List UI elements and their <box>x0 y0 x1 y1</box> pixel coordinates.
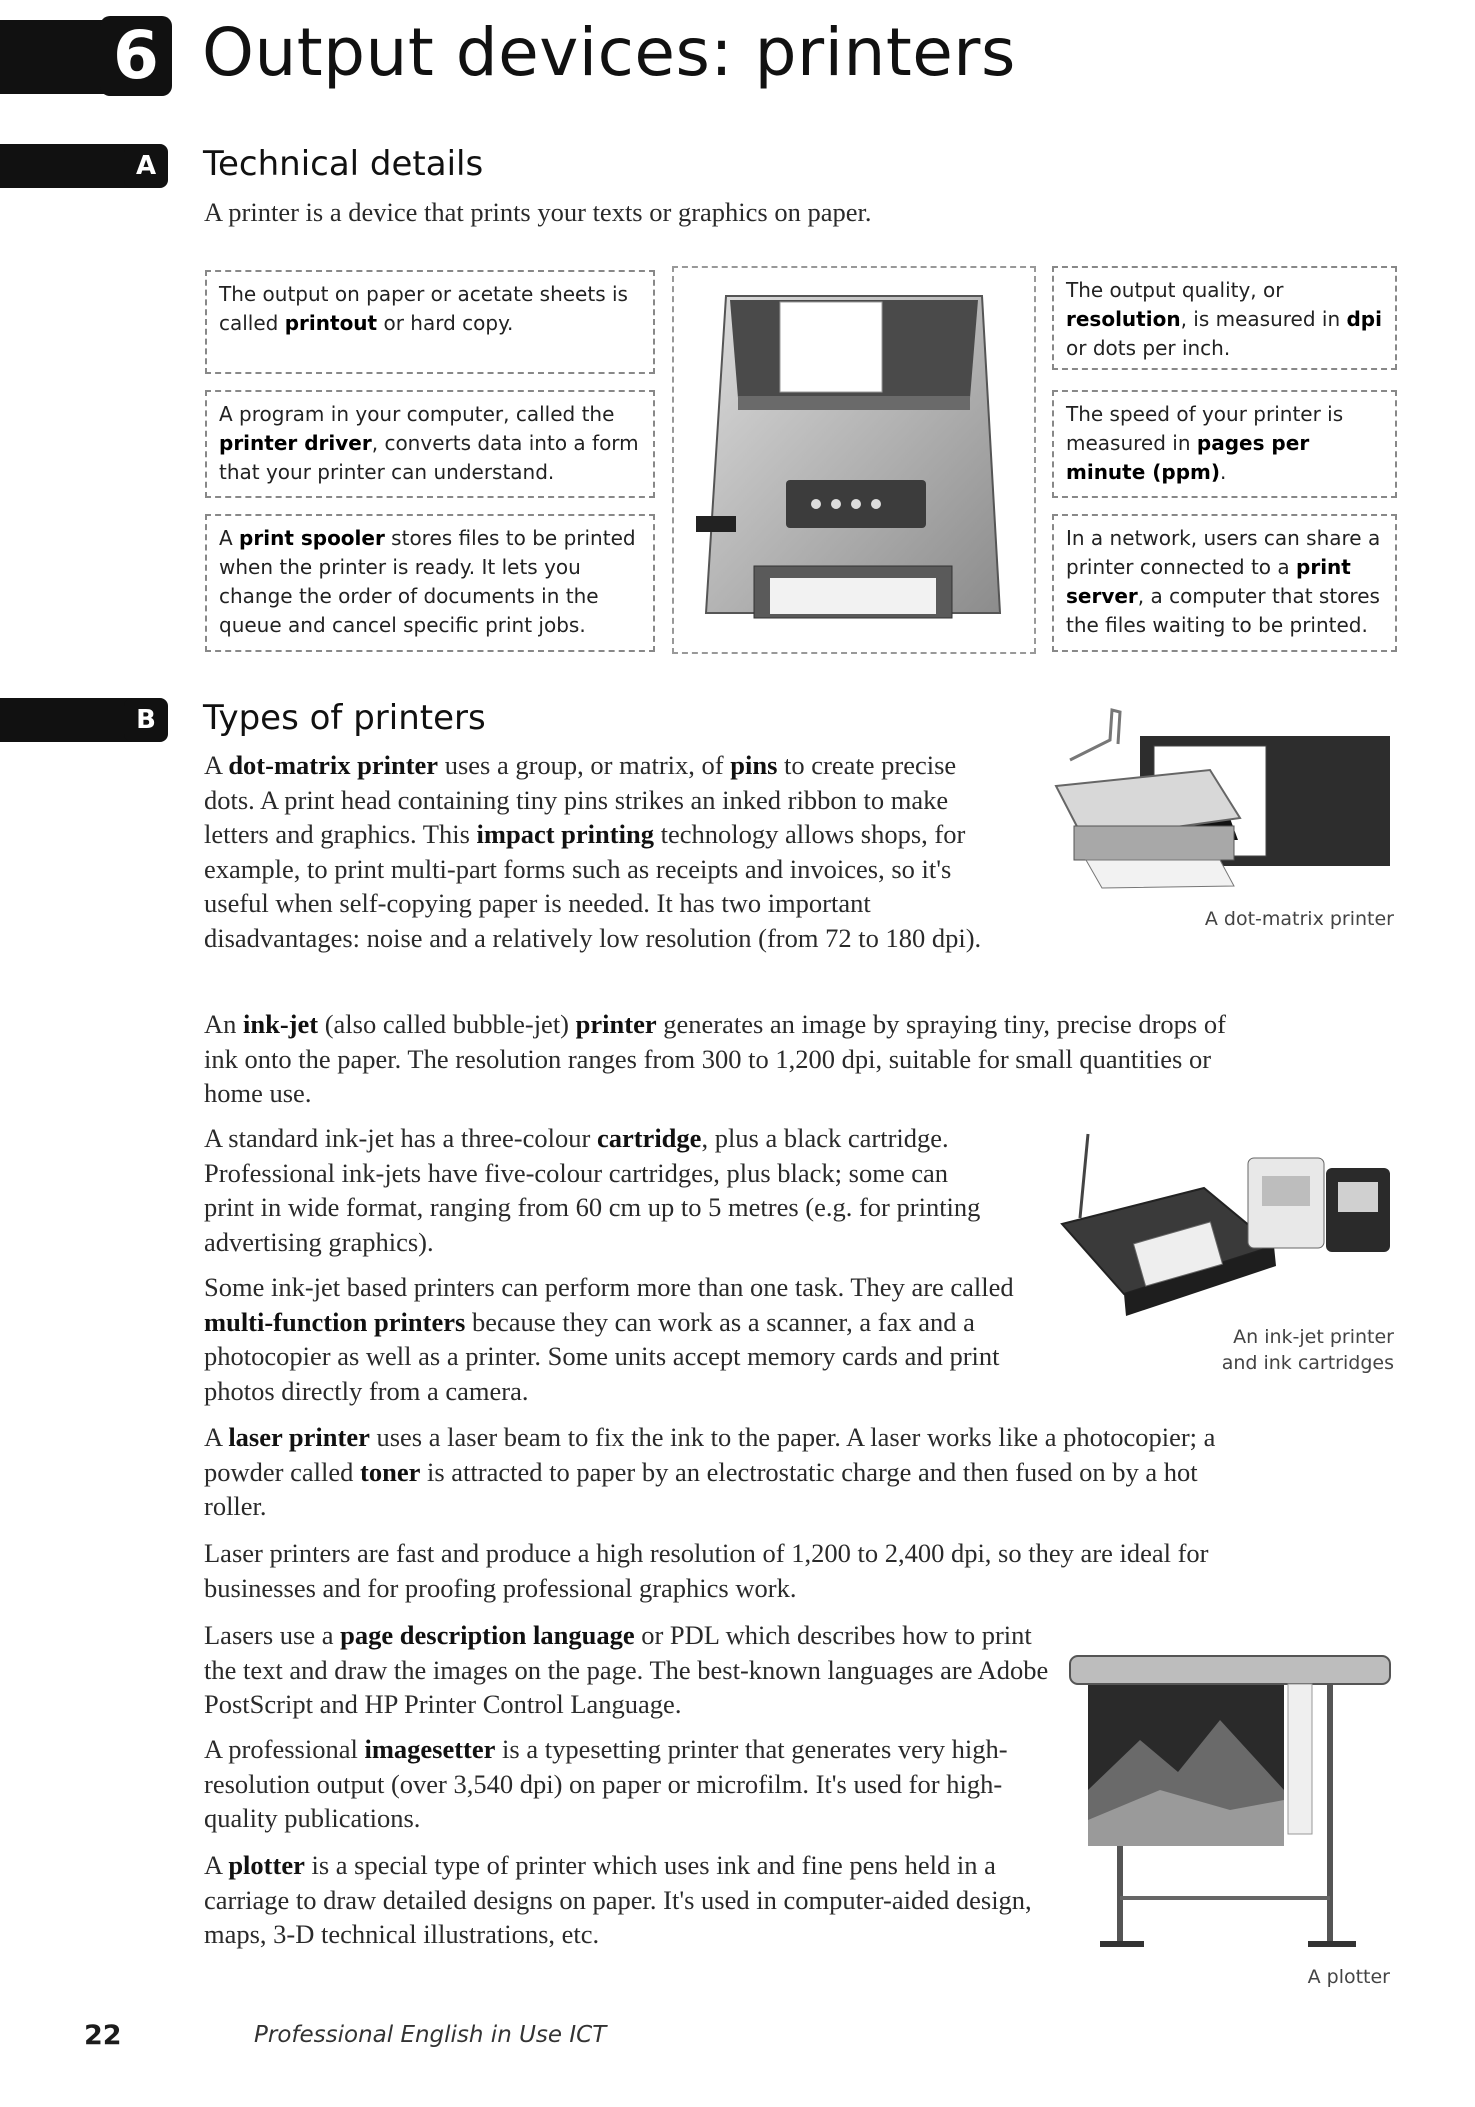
paragraph-laser-resolution: Laser printers are fast and produce a high resolution of 1,200 to 2,400 dpi, so they are ideal for businesses and for proofing professional graphics work. <box>204 1538 1209 1603</box>
caption-ink-jet <box>1100 1324 1394 1376</box>
paragraph-pdl: Lasers use a page description language or PDL which describes how to print the text and draw the images on the page. The best-known languages are Adobe PostScript and HP Printer Control Language. <box>204 1620 1049 1719</box>
caption-plotter: A plotter <box>1307 1966 1390 1988</box>
laser-printer-photo <box>672 266 1036 654</box>
paragraph-multi-function: Some ink-jet based printers can perform more than one task. They are called multi-function printers because they can work as a scanner, a fax and a photocopier as well as a printer. Some units accept memory cards and print photos directly from a camera. <box>204 1272 1014 1406</box>
paragraph-imagesetter: A professional imagesetter is a typesetting printer that generates very high-resolution output (over 3,540 dpi) on paper or microfilm. It's used for high-quality publications. <box>204 1734 1008 1833</box>
info-box-resolution: The output quality, or resolution, is measured in dpi or dots per inch. <box>1052 266 1397 370</box>
section-a-title: Technical details <box>203 144 484 184</box>
ink-jet-printer-illustration <box>1052 1128 1397 1328</box>
paragraph-dot-matrix: A dot-matrix printer uses a group, or matrix, of pins to create precise dots. A print head containing tiny pins strikes an inked ribbon to make letters and graphics. This impact printing technology allows shops, for example, to print multi-part forms such as receipts and invoices, so it's useful when self-copying paper is needed. It has two important disadvantages: noise and a relatively low resolution (from 72 to 180 dpi). <box>204 750 982 953</box>
info-box-ppm: The speed of your printer is measured in pages per minute (ppm). <box>1052 390 1397 498</box>
section-a-badge: A <box>124 144 168 188</box>
plotter-illustration <box>1060 1640 1395 1960</box>
paragraph-ink-jet: An ink-jet (also called bubble-jet) printer generates an image by spraying tiny, precise drops of ink onto the paper. The resolution ranges from 300 to 1,200 dpi, suitable for small quantities or home use. <box>204 1009 1226 1108</box>
dot-matrix-printer-image <box>1050 700 1395 900</box>
caption-ink-jet-line1: An ink-jet printer <box>1233 1326 1394 1348</box>
info-box-print-spooler: A print spooler stores files to be printed when the printer is ready. It lets you change the order of documents in the queue and cancel specific print jobs. <box>205 514 655 652</box>
paragraph-plotter: A plotter is a special type of printer which uses ink and fine pens held in a carriage to draw detailed designs on paper. It's used in computer-aided design, maps, 3-D technical illustrations, etc. <box>204 1850 1032 1949</box>
info-box-printout: The output on paper or acetate sheets is called printout or hard copy. <box>205 270 655 374</box>
info-box-printer-driver: A program in your computer, called the printer driver, converts data into a form that your printer can understand. <box>205 390 655 498</box>
section-b-title: Types of printers <box>203 698 486 738</box>
book-title: Professional English in Use ICT <box>254 2022 607 2048</box>
section-b-badge: B <box>124 698 168 742</box>
section-a-intro: A printer is a device that prints your texts or graphics on paper. <box>204 197 872 227</box>
page-number: 22 <box>84 2020 122 2051</box>
laser-printer-illustration <box>674 268 1034 652</box>
plotter-image <box>1060 1640 1395 1960</box>
caption-ink-jet-line2: and ink cartridges <box>1221 1352 1394 1374</box>
ink-jet-printer-image <box>1052 1128 1397 1328</box>
info-box-print-server: In a network, users can share a printer connected to a print server, a computer that stores the files waiting to be printed. <box>1052 514 1397 652</box>
dot-matrix-printer-illustration <box>1050 700 1395 900</box>
page-title: Output devices: printers <box>202 14 1016 91</box>
unit-number-badge: 6 <box>100 16 172 96</box>
paragraph-laser: A laser printer uses a laser beam to fix the ink to the paper. A laser works like a photocopier; a powder called toner is attracted to paper by an electrostatic charge and then fused on by a hot roller. <box>204 1422 1216 1521</box>
paragraph-cartridge: A standard ink-jet has a three-colour cartridge, plus a black cartridge. Professional ink-jets have five-colour cartridges, plus black; some can print in wide format, ranging from 60 cm up to 5 metres (e.g. for printing advertising graphics). <box>204 1123 981 1257</box>
caption-dot-matrix: A dot-matrix printer <box>1204 908 1394 930</box>
